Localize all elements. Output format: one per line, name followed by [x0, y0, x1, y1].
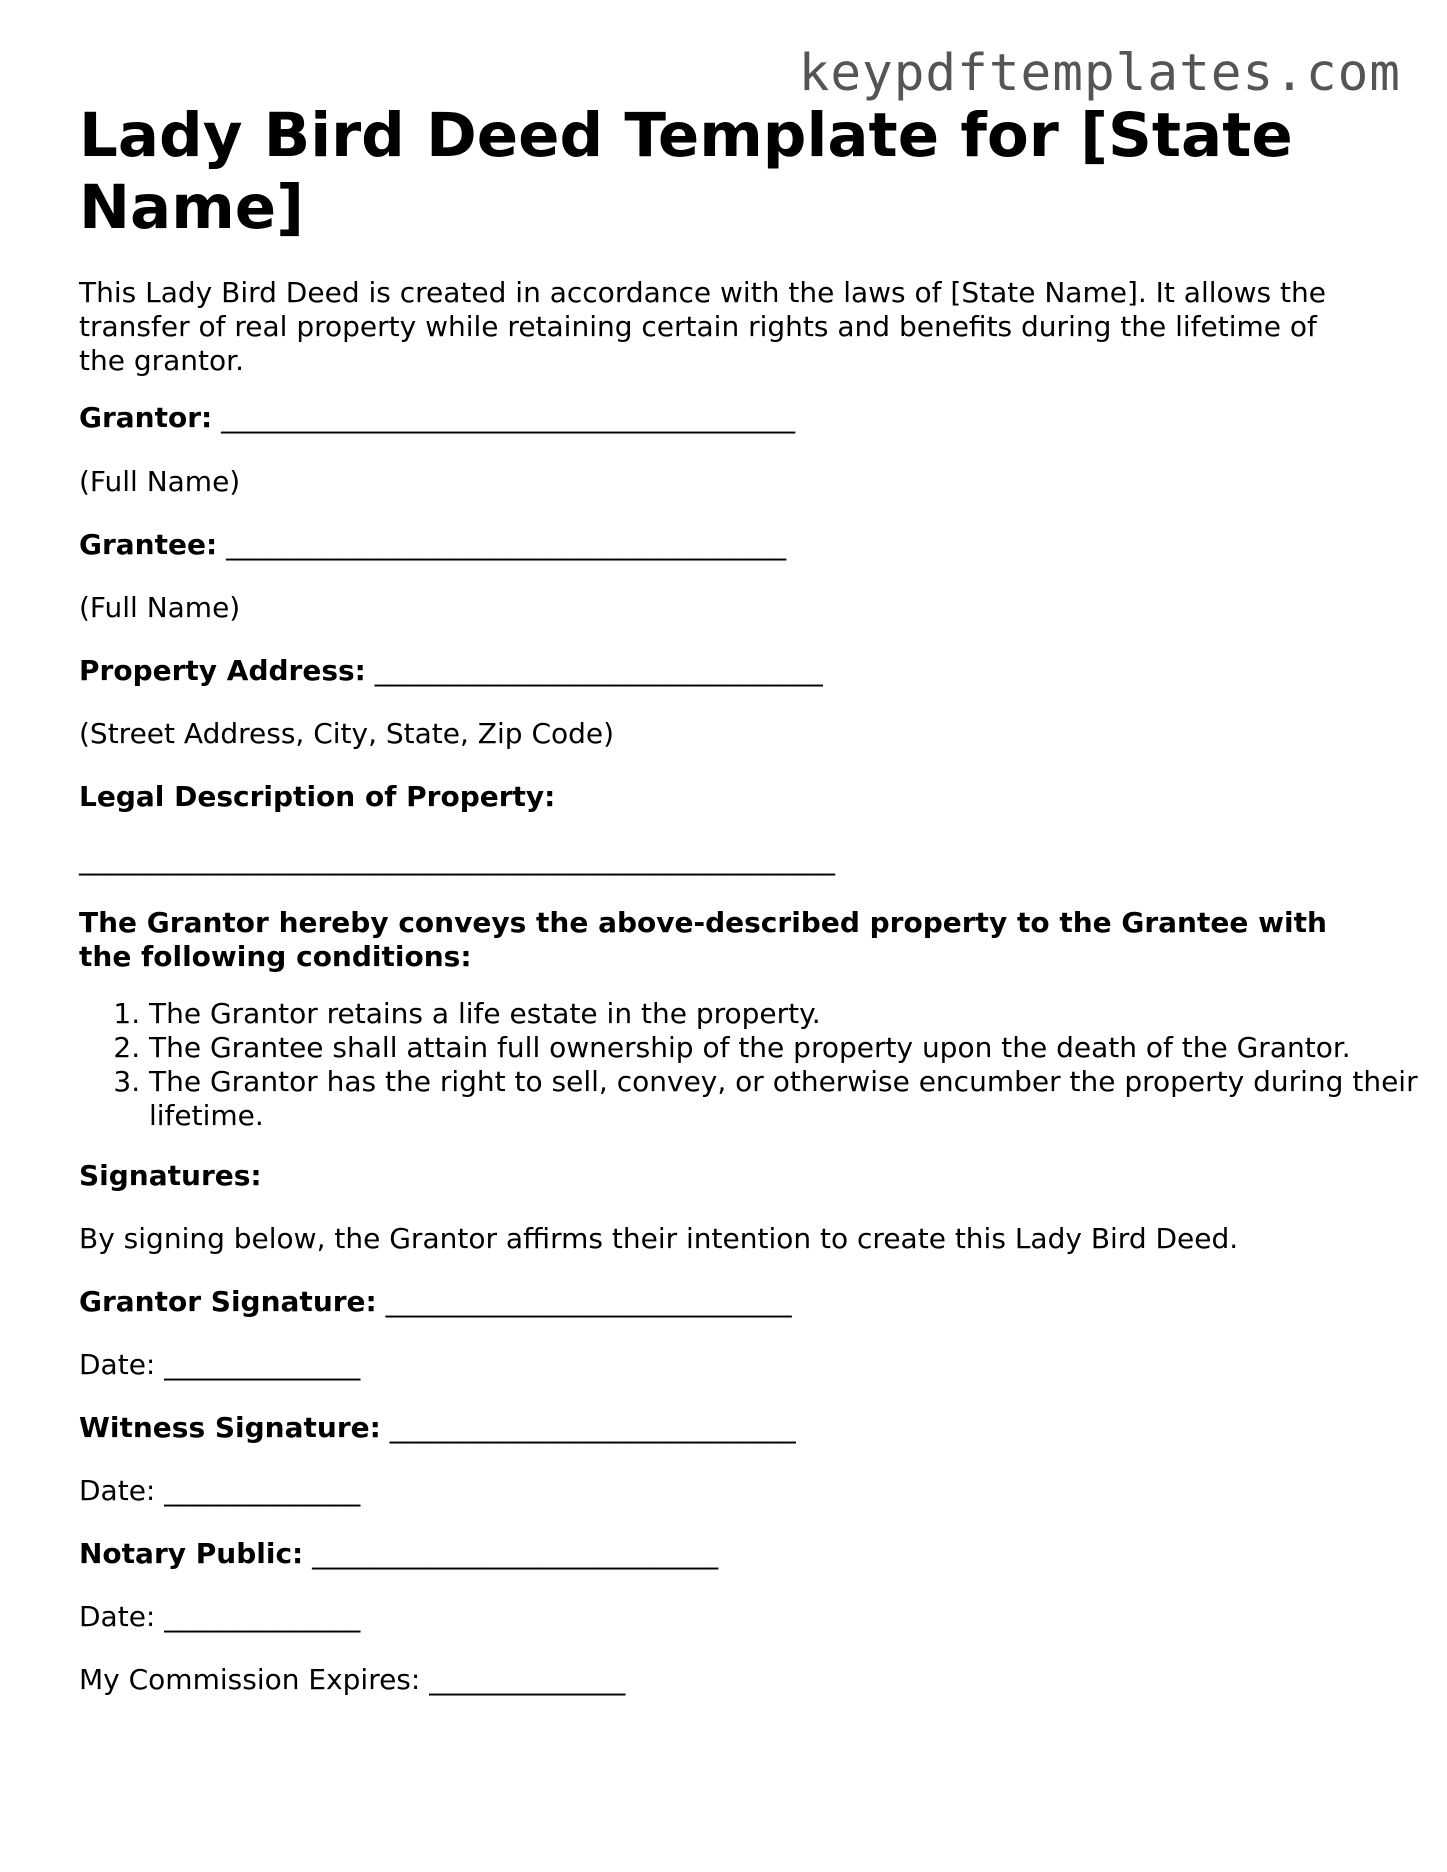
- notary-public-line: [79, 1537, 718, 1571]
- grantee-line: [79, 528, 786, 562]
- grantor-field[interactable]: _________________________________________: [221, 401, 796, 434]
- date-label: Date:: [79, 1600, 156, 1633]
- commission-expires-label: My Commission Expires:: [79, 1663, 421, 1696]
- affirm-statement: By signing below, the Grantor affirms their intention to create this Lady Bird Deed.: [79, 1222, 1239, 1255]
- intro-paragraph: This Lady Bird Deed is created in accordance with the laws of [State Name]. It allows the transfer of real property while retaining certain rights and benefits during the lifetime of the grantor.: [79, 276, 1326, 377]
- witness-date-field[interactable]: ______________: [164, 1474, 361, 1507]
- document-title: Lady Bird Deed Template for [State Name]: [79, 100, 1293, 243]
- grantor-hint: (Full Name): [79, 465, 241, 498]
- grantee-label: Grantee:: [79, 528, 218, 561]
- grantor-signature-field[interactable]: _____________________________: [385, 1285, 792, 1318]
- witness-signature-field[interactable]: _____________________________: [389, 1411, 796, 1444]
- witness-signature-line: [79, 1411, 796, 1445]
- grantee-field[interactable]: ________________________________________: [226, 528, 787, 561]
- conditions-list: [79, 997, 1447, 1133]
- grantor-label: Grantor:: [79, 401, 213, 434]
- notary-public-field[interactable]: _____________________________: [312, 1537, 719, 1570]
- legal-description-label: Legal Description of Property:: [79, 780, 556, 813]
- property-address-line: [79, 654, 823, 688]
- grantee-hint: (Full Name): [79, 591, 241, 624]
- legal-description-field[interactable]: ______________________________________________________: [79, 843, 835, 876]
- notary-date-line: [79, 1600, 360, 1634]
- conveys-statement: The Grantor hereby conveys the above-described property to the Grantee with the following conditions:: [79, 906, 1327, 973]
- commission-expires-field[interactable]: ______________: [429, 1663, 626, 1696]
- property-address-hint: (Street Address, City, State, Zip Code): [79, 717, 615, 750]
- notary-date-field[interactable]: ______________: [164, 1600, 361, 1633]
- list-item: 1. The Grantor retains a life estate in the property.: [149, 997, 1447, 1031]
- commission-expires-line: [79, 1663, 625, 1697]
- grantor-signature-label: Grantor Signature:: [79, 1285, 377, 1318]
- property-address-label: Property Address:: [79, 654, 366, 687]
- list-item: 2. The Grantee shall attain full ownership of the property upon the death of the Grantor.: [149, 1031, 1447, 1065]
- witness-signature-label: Witness Signature:: [79, 1411, 381, 1444]
- grantor-line: [79, 401, 795, 435]
- watermark: keypdftemplates.com: [798, 44, 1401, 103]
- grantor-date-field[interactable]: ______________: [164, 1348, 361, 1381]
- list-item: 3. The Grantor has the right to sell, convey, or otherwise encumber the property during their lifetime.: [149, 1065, 1447, 1133]
- grantor-signature-line: [79, 1285, 792, 1319]
- property-address-field[interactable]: ________________________________: [374, 654, 823, 687]
- date-label: Date:: [79, 1348, 156, 1381]
- signatures-heading: Signatures:: [79, 1159, 262, 1192]
- witness-date-line: [79, 1474, 360, 1508]
- grantor-date-line: [79, 1348, 360, 1382]
- notary-public-label: Notary Public:: [79, 1537, 304, 1570]
- date-label: Date:: [79, 1474, 156, 1507]
